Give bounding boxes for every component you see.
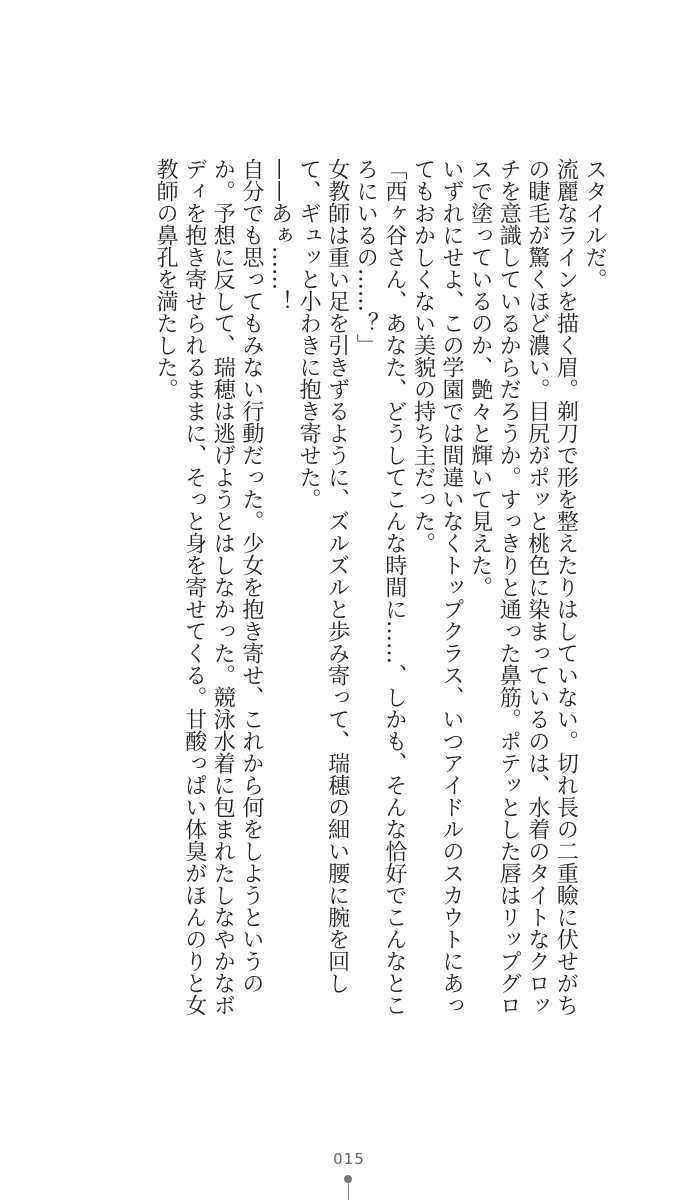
vertical-text-body bbox=[68, 158, 608, 1020]
paragraph: 女教師は重い足を引きずるように、ズルズルと歩み寄って、瑞穂の細い腰に腕を回して、ギュッと小わきに抱き寄せた。 bbox=[296, 158, 350, 994]
page-marker-dot bbox=[344, 1175, 352, 1183]
page-footer bbox=[0, 1148, 698, 1200]
paragraph: 自分でも思ってもみない行動だった。少女を抱き寄せ、これから何をしようというのか。予想に反して、瑞穂は逃げようとはしなかった。競泳水着に包まれたしなやかなボディを抱き寄せられるままに、そっと身を寄せてくる。甘酸っぱい体臭がほんのりと女教師の鼻孔を満たした。 bbox=[153, 158, 264, 1016]
paragraph: スタイルだ。 bbox=[582, 158, 607, 290]
paragraph: いずれにせよ、この学園では間違いなくトップクラス、いつアイドルのスカウトにあってもおかしくない美貌の持ち主だった。 bbox=[410, 158, 465, 1016]
page-number: 015 bbox=[333, 1150, 365, 1168]
paragraph: 流麗なラインを描く眉。剃刀で形を整えたりはしていない。切れ長の二重瞼に伏せがちの睫毛が驚くほど濃い。目尻がポッと桃色に染まっているのは、水着のタイトなクロッチを意識しているからだろうか。すっきりと通った鼻筋。ポテッとした唇はリップグロスで塗っているのか、艶々と輝いて見えた。 bbox=[467, 158, 579, 1016]
paragraph: 「西ヶ谷さん、あなた、どうしてこんな時間に……、しかも、そんな恰好でこんなところにいるの……？」 bbox=[353, 158, 407, 1016]
paragraph: ——あぁ……！ bbox=[267, 158, 293, 312]
page-marker-line bbox=[348, 1183, 349, 1200]
